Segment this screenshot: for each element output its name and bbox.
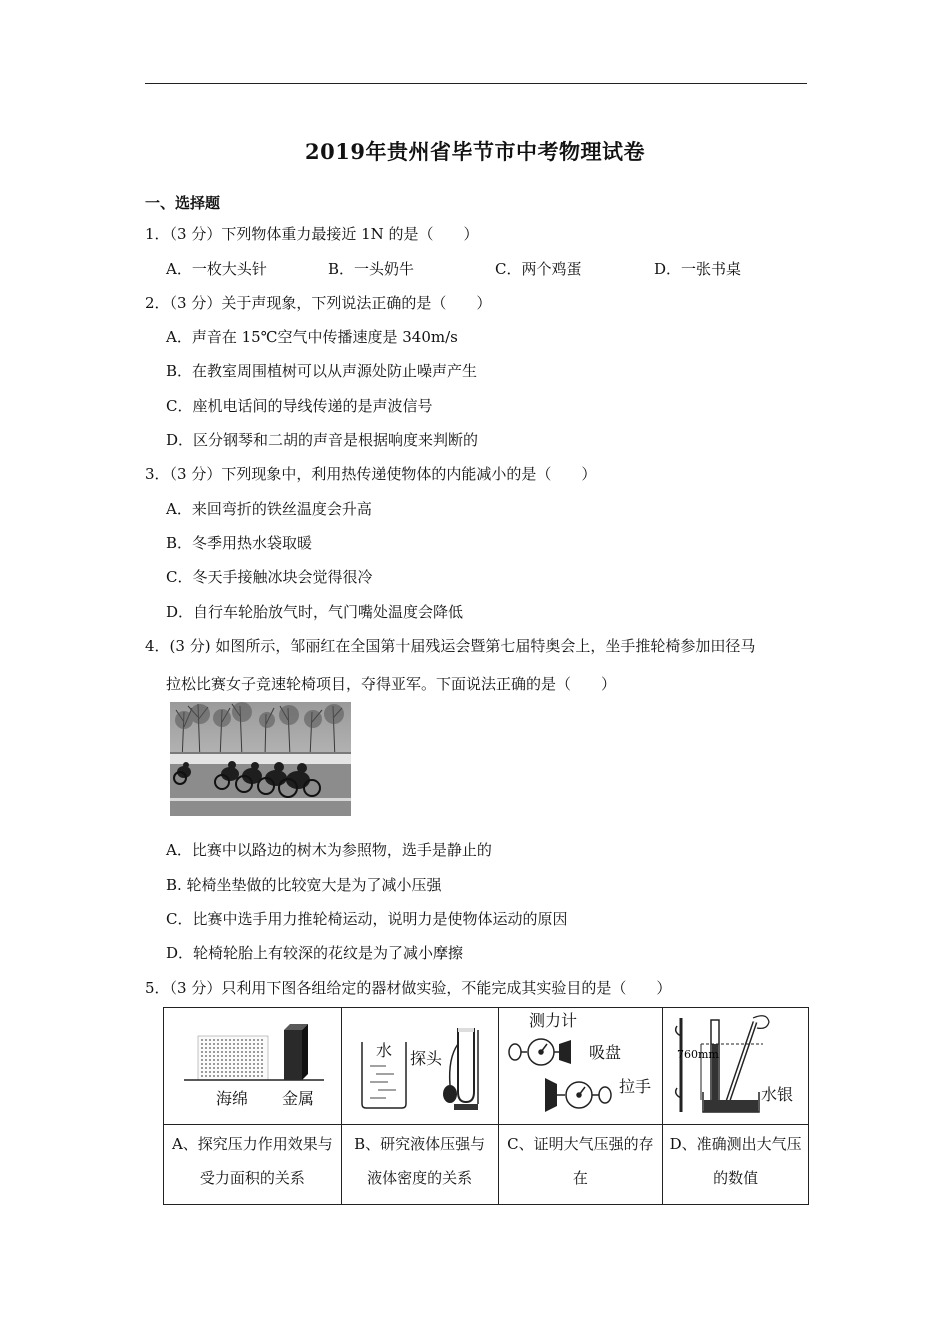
header-rule [145,83,807,84]
q4-option-b: B. 轮椅坐垫做的比较宽大是为了减小压强 [166,876,442,894]
q3-option-b: B．冬季用热水袋取暖 [166,534,313,552]
figure-b-liquid-pressure [341,1008,498,1125]
option-a-line1: A、探究压力作用效果与 [171,1135,333,1153]
label-water: 水 [375,1041,392,1060]
option-d-line2: 的数值 [713,1169,759,1187]
option-c-line1: C、证明大气压强的存 [507,1135,654,1153]
option-b-line1: B、研究液体压强与 [354,1135,486,1153]
q1-option-b: B．一头奶牛 [328,260,415,278]
question-1-stem: 1．（3 分）下列物体重力最接近 1N 的是（ ） [145,225,479,243]
question-3-stem: 3．（3 分）下列现象中，利用热传递使物体的内能减小的是（ ） [145,465,597,483]
q3-option-a: A．来回弯折的铁丝温度会升高 [166,500,372,518]
label-probe: 探头 [409,1049,442,1068]
label-force-meter: 测力计 [528,1011,577,1030]
q1-option-c: C．两个鸡蛋 [495,260,582,278]
q4-option-c: C．比赛中选手用力推轮椅运动，说明力是使物体运动的原因 [166,910,568,928]
label-metal: 金属 [282,1089,315,1108]
q3-option-d: D．自行车轮胎放气时，气门嘴处温度会降低 [166,603,464,621]
option-d-line1: D、准确测出大气压 [669,1135,802,1153]
option-c-cell [498,1125,663,1205]
option-c-line2: 在 [572,1169,588,1187]
q2-option-d: D．区分钢琴和二胡的声音是根据响度来判断的 [166,431,479,449]
question-5-stem: 5．（3 分）只利用下图各组给定的器材做实验，不能完成其实验目的是（ ） [145,979,672,997]
label-sponge: 海绵 [216,1089,249,1108]
page-title: 2019年贵州省毕节市中考物理试卷 [305,139,645,164]
label-mercury: 水银 [761,1085,794,1104]
q1-option-d: D．一张书桌 [654,260,742,278]
q1-option-a: A．一枚大头针 [166,260,267,278]
option-a-cell [164,1125,342,1205]
question-2-stem: 2．（3 分）关于声现象，下列说法正确的是（ ） [145,294,492,312]
option-b-cell [341,1125,498,1205]
q2-option-b: B．在教室周围植树可以从声源处防止噪声产生 [166,362,478,380]
figure-d-torricelli [663,1008,809,1125]
question-4-stem-line1: 4．(3 分) 如图所示，邹丽红在全国第十届残运会暨第七届特奥会上，坐手推轮椅参加田径马 [145,637,756,655]
section-heading: 一、选择题 [145,194,221,212]
q3-option-c: C．冬天手接触冰块会觉得很冷 [166,568,373,586]
wheelchair-race-photo [170,702,351,816]
label-760mm: 760mm [677,1048,720,1061]
question-4-stem-line2: 拉松比赛女子竞速轮椅项目，夺得亚军。下面说法正确的是（ ） [166,675,617,693]
q2-option-c: C．座机电话间的导线传递的是声波信号 [166,397,433,415]
figure-c-atmospheric-pressure [498,1008,663,1125]
q4-option-a: A．比赛中以路边的树木为参照物，选手是静止的 [166,841,492,859]
q2-option-a: A．声音在 15℃空气中传播速度是 340m/s [166,328,458,346]
experiment-table [163,1007,809,1205]
option-d-cell [663,1125,809,1205]
option-a-line2: 受力面积的关系 [199,1169,305,1187]
option-b-line2: 液体密度的关系 [367,1169,473,1187]
figure-a-sponge-metal [164,1008,342,1125]
label-sucker: 吸盘 [588,1043,621,1062]
label-handle: 拉手 [618,1077,651,1096]
q4-option-d: D．轮椅轮胎上有较深的花纹是为了减小摩擦 [166,944,464,962]
